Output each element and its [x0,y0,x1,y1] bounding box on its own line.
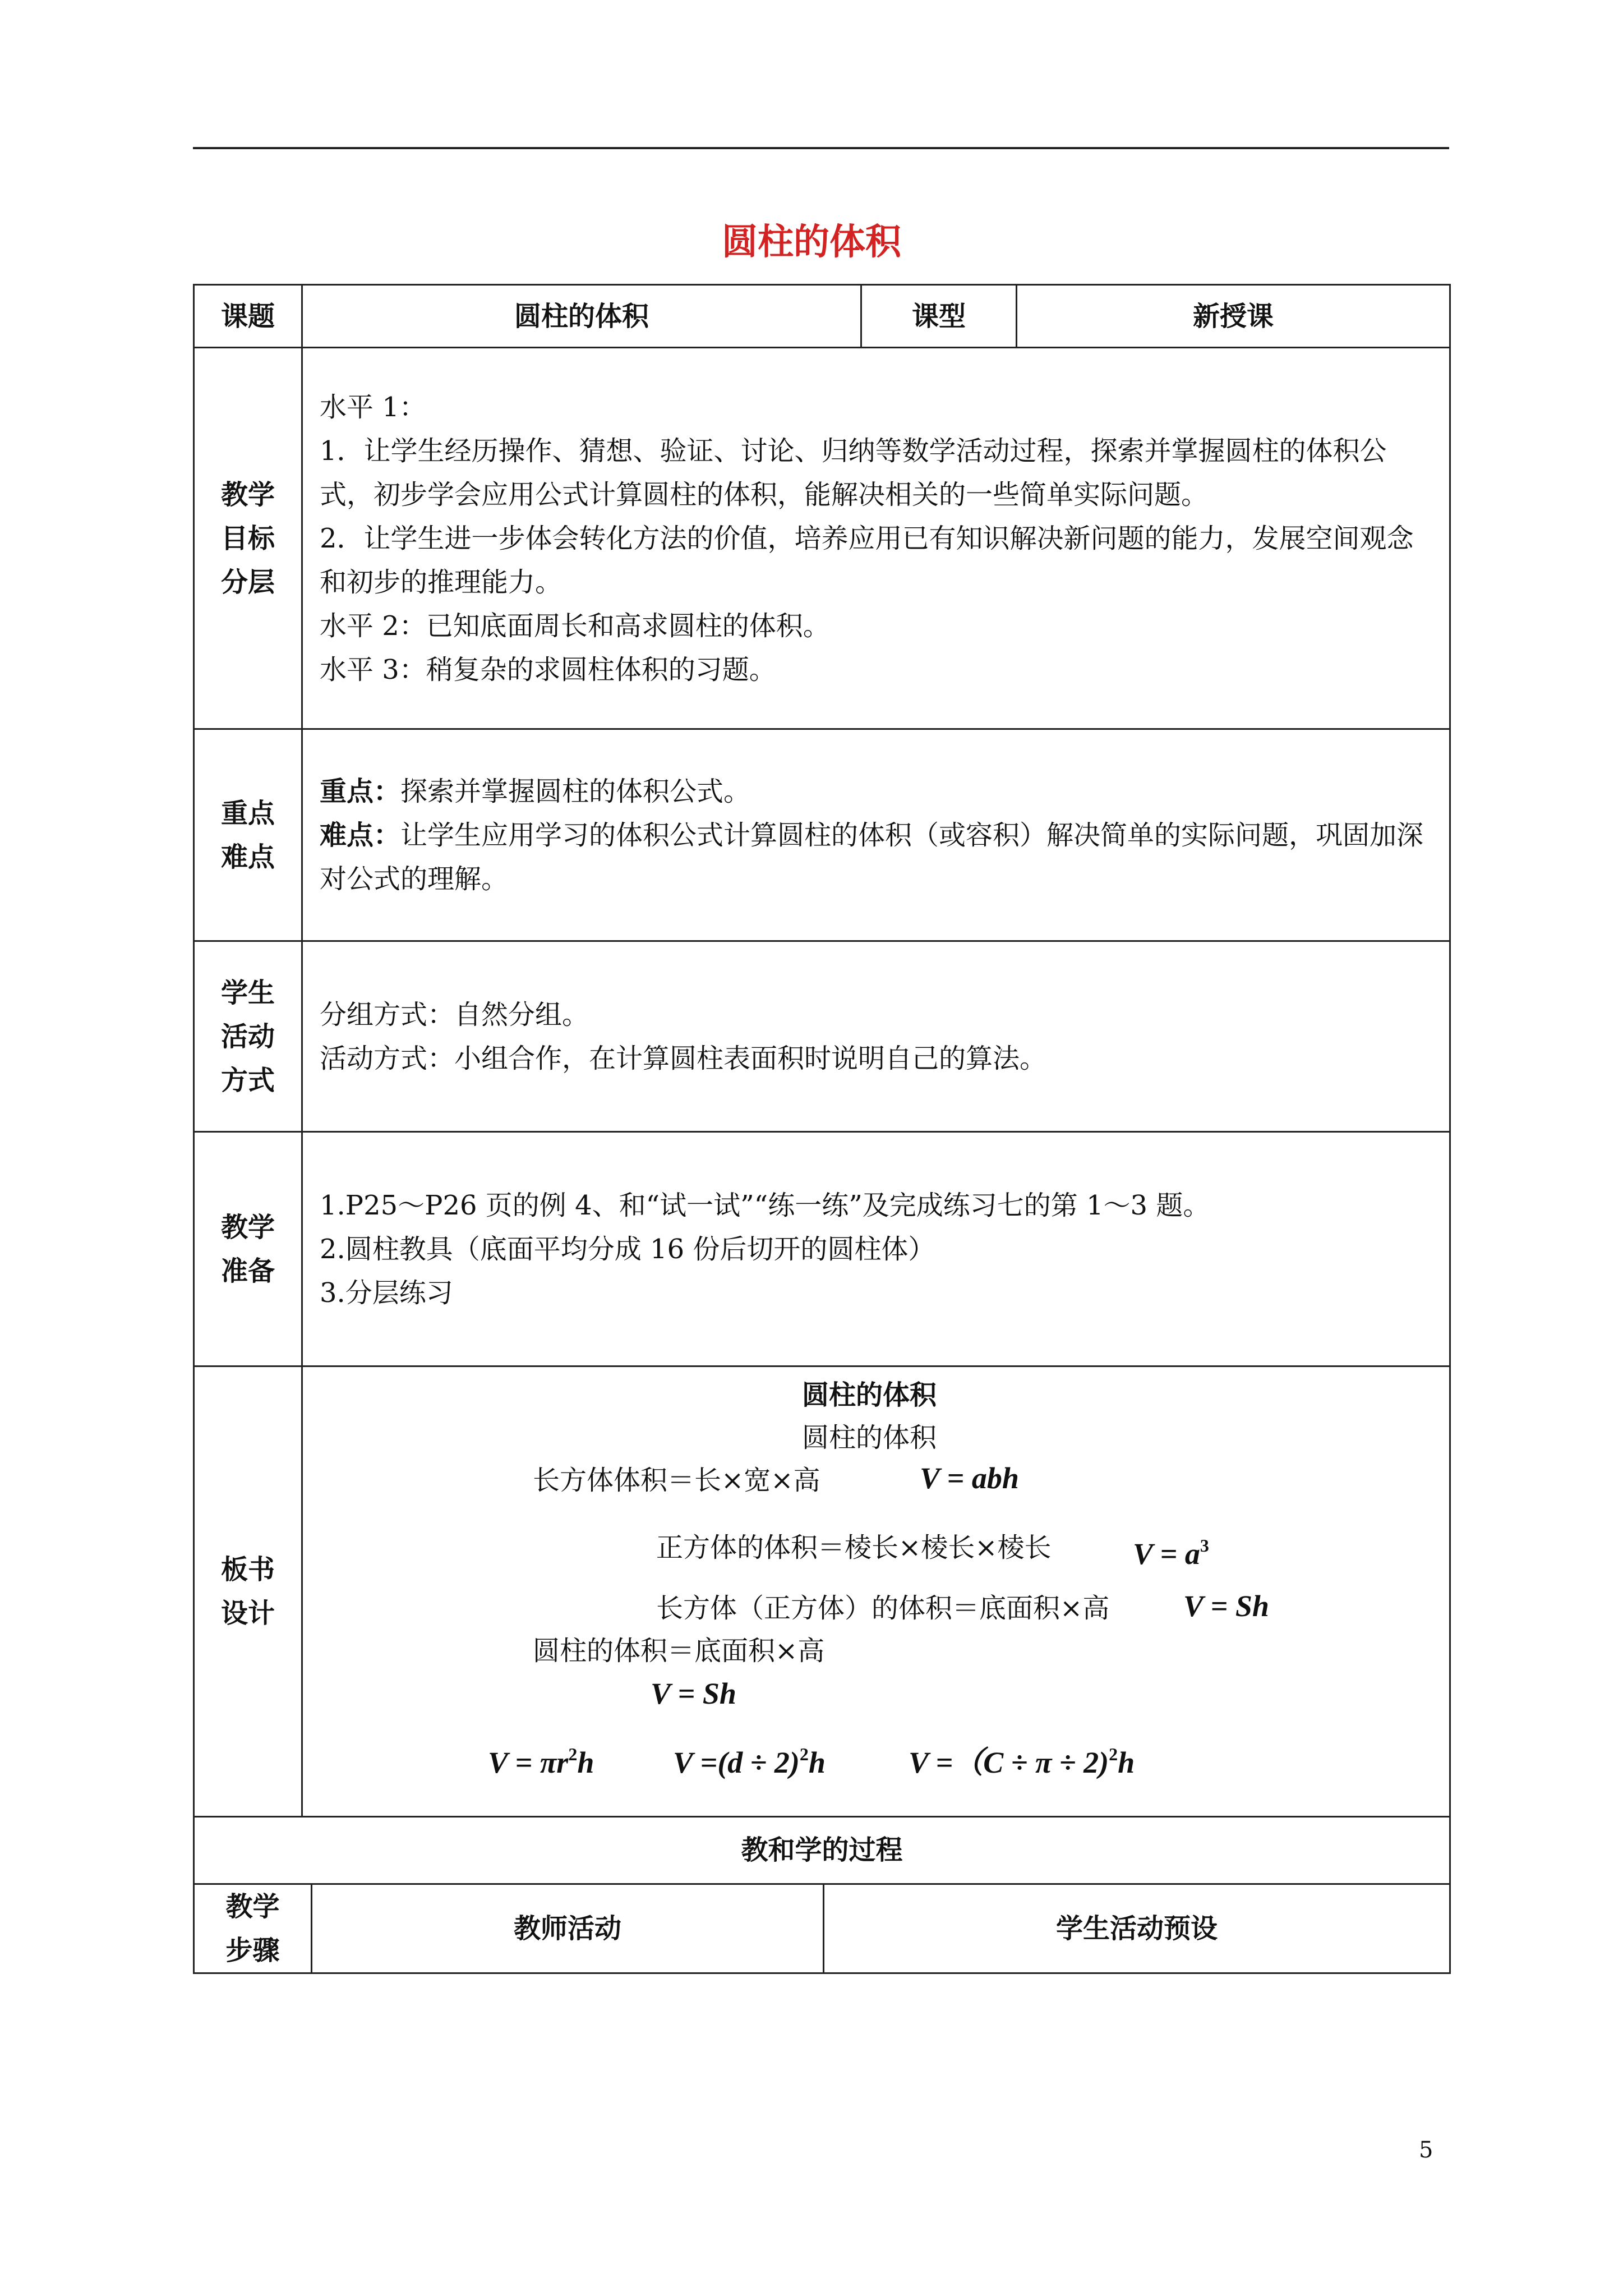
formula-cuboid: V = abh [920,1461,1019,1495]
objective-line: 2．让学生进一步体会转化方法的价值，培养应用已有知识解决新问题的能力，发展空间观念和初步的推理能力。 [320,522,1414,598]
objectives-label: 教学目标分层 [194,348,302,729]
difficult-text: 让学生应用学习的体积公式计算圆柱的体积（或容积）解决简单的实际问题，巩固加深对公式的理解。 [320,819,1424,895]
activity-label: 学生活动方式 [194,941,302,1132]
objectives-row [194,348,1450,729]
board-label: 板书设计 [194,1366,302,1817]
preparation-line: 1.P25～P26 页的例 4、和“试一试”“练一练”及完成练习七的第 1～3 题。 [320,1189,1210,1221]
difficult-label: 难点： [320,819,401,851]
lesson-plan-table [193,284,1449,1974]
document-title: 圆柱的体积 [722,222,901,263]
step-label: 教学步骤 [194,1884,312,1973]
activity-content [302,941,1450,1132]
formula-radius: $V = \pi r^2h$ [488,1744,594,1779]
board-subheading: 圆柱的体积 [802,1422,937,1453]
objective-line: 水平 2：已知底面周长和高求圆柱的体积。 [320,610,830,642]
formula-cube: $V = a^3$ [1133,1535,1209,1571]
activity-line: 分组方式：自然分组。 [320,999,589,1030]
topic-value: 圆柱的体积 [302,285,861,348]
preparation-line: 3.分层练习 [320,1277,453,1309]
process-header-row [194,1884,1450,1973]
objective-line: 水平 1： [320,391,426,423]
board-row [194,1366,1450,1817]
activity-row [194,941,1450,1132]
key-points-label: 重点难点 [194,729,302,941]
preparation-line: 2.圆柱教具（底面平均分成 16 份后切开的圆柱体） [320,1233,935,1265]
key-text: 探索并掌握圆柱的体积公式。 [400,775,751,807]
student-activity-header: 学生活动预设 [824,1884,1450,1973]
objective-line: 1．让学生经历操作、猜想、验证、讨论、归纳等数学活动过程，探索并掌握圆柱的体积公式，初步学会应用公式计算圆柱的体积，能解决相关的一些简单实际问题。 [320,435,1387,510]
board-design [302,1366,1450,1817]
formula-diameter: $V =(d \div 2)^2h$ [673,1744,826,1779]
preparation-row [194,1132,1450,1366]
board-line-cube: 正方体的体积＝棱长×棱长×棱长 [656,1532,1052,1563]
type-value: 新授课 [1017,285,1450,348]
process-title: 教和学的过程 [194,1818,1450,1884]
formula-circumference: V =（C ÷ π ÷ 2)$^2$h [909,1744,1135,1779]
formula-cylinder: V = Sh [651,1677,736,1710]
formula-prism: V = Sh [1183,1589,1269,1623]
activity-line: 活动方式：小组合作，在计算圆柱表面积时说明自己的算法。 [320,1042,1047,1074]
page-number: 5 [1419,2137,1433,2163]
preparation-content [302,1132,1450,1366]
topic-label: 课题 [194,285,302,348]
process-title-row [194,1818,1450,1884]
board-line-cylinder: 圆柱的体积＝底面积×高 [533,1635,825,1667]
teacher-activity-header: 教师活动 [312,1884,824,1973]
board-heading: 圆柱的体积 [802,1379,937,1411]
type-label: 课型 [861,285,1017,348]
objectives-content [302,348,1450,729]
board-line-prism: 长方体（正方体）的体积＝底面积×高 [656,1593,1110,1624]
preparation-label: 教学准备 [194,1132,302,1366]
objective-line: 水平 3：稍复杂的求圆柱体积的习题。 [320,654,776,685]
key-label: 重点： [320,775,401,807]
board-line-cuboid: 长方体体积＝长×宽×高 [533,1465,820,1496]
header-rule [193,147,1449,149]
topic-row [194,285,1450,348]
key-points-content [302,729,1450,941]
key-points-row [194,729,1450,941]
